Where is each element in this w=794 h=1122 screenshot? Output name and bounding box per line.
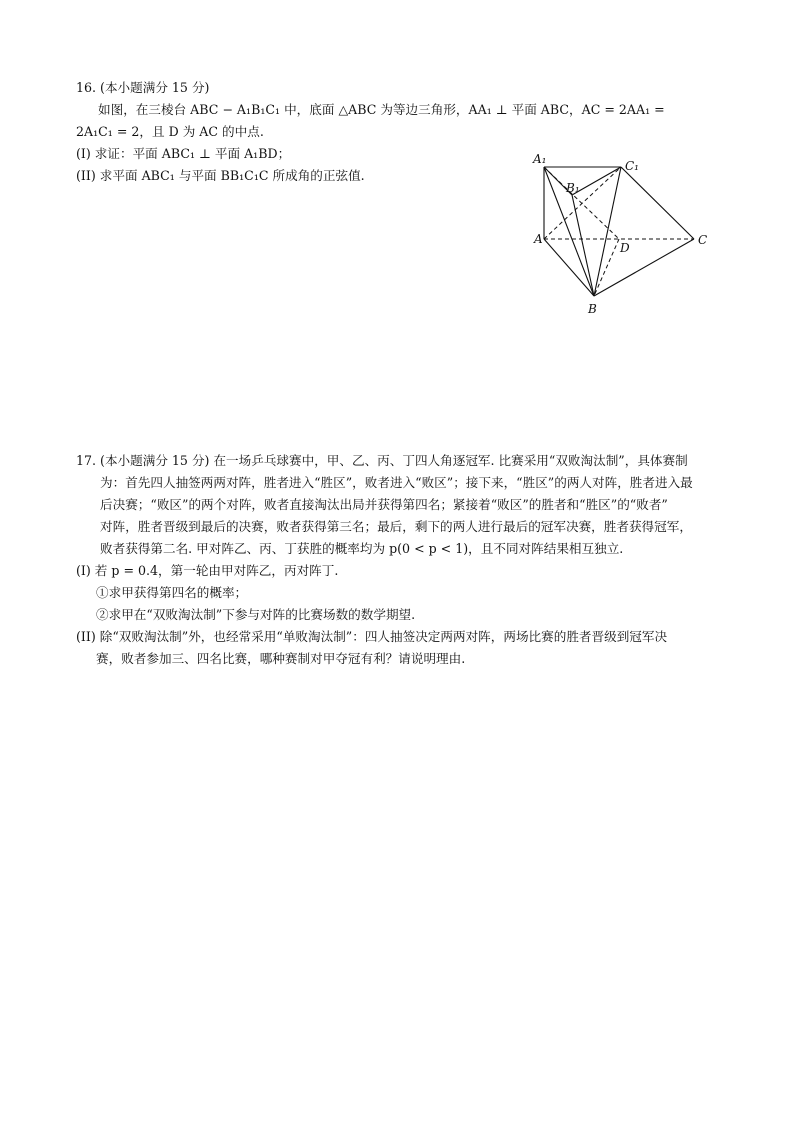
problem-17-part-2-line-1: (II) 除“双败淘汰制”外，也经常采用“单败淘汰制”：四人抽签决定两两对阵，两场比赛的胜者晋级到冠军决 bbox=[76, 629, 668, 644]
edge-a-b bbox=[544, 239, 594, 296]
problem-17-line-4: 对阵，胜者晋级到最后的决赛，败者获得第三名；最后，剩下的两人进行最后的冠军决赛，胜者获得冠军， bbox=[100, 519, 692, 534]
problem-17-line-3: 后决赛；“败区”的两个对阵，败者直接淘汰出局并获得第四名；紧接着“败区”的胜者和“胜区”的“败者” bbox=[100, 497, 668, 512]
edge-d-b-hidden bbox=[594, 239, 619, 296]
problem-16-part-2: (II) 求平面 ABC₁ 与平面 BB₁C₁C 所成角的正弦值. bbox=[76, 168, 365, 183]
problem-16-stem-line-1: 如图，在三棱台 ABC − A₁B₁C₁ 中，底面 △ABC 为等边三角形，AA₁ ⊥ 平面 ABC，AC = 2AA₁ = bbox=[98, 102, 665, 117]
label-b1: B₁ bbox=[566, 181, 580, 195]
label-b: B bbox=[588, 302, 597, 316]
problem-17-part-1: (I) 若 p = 0.4，第一轮由甲对阵乙，丙对阵丁. bbox=[76, 563, 339, 578]
label-a: A bbox=[534, 232, 543, 246]
edge-c1-c bbox=[621, 167, 694, 239]
edge-b-c bbox=[594, 239, 694, 296]
label-c1: C₁ bbox=[625, 159, 639, 173]
label-d: D bbox=[620, 241, 630, 255]
problem-16-header: 16. (本小题满分 15 分) bbox=[76, 80, 210, 95]
edge-c1-b bbox=[594, 167, 621, 296]
problem-17 bbox=[76, 450, 736, 670]
label-c: C bbox=[698, 233, 708, 247]
problem-17-part-1-q2: ②求甲在“双败淘汰制”下参与对阵的比赛场数的数学期望. bbox=[96, 607, 416, 622]
problem-17-line-2: 为：首先四人抽签两两对阵，胜者进入“胜区”，败者进入“败区”；接下来，“胜区”的两人对阵，胜者进入最 bbox=[100, 475, 693, 490]
problem-16-part-1: (I) 求证：平面 ABC₁ ⊥ 平面 A₁BD； bbox=[76, 146, 291, 161]
problem-17-line-5: 败者获得第二名. 甲对阵乙、丙、丁获胜的概率均为 p(0 < p < 1)，且不同对阵结果相互独立. bbox=[100, 541, 624, 556]
label-a1: A₁ bbox=[533, 152, 547, 166]
frustum-figure bbox=[526, 146, 726, 320]
problem-17-line-1: 17. (本小题满分 15 分) 在一场乒乓球赛中，甲、乙、丙、丁四人角逐冠军. 比赛采用“双败淘汰制”，具体赛制 bbox=[76, 453, 688, 468]
problem-16-stem-line-2: 2A₁C₁ = 2，且 D 为 AC 的中点. bbox=[76, 124, 264, 139]
problem-17-part-1-q1: ①求甲获得第四名的概率； bbox=[96, 585, 248, 600]
problem-17-part-2-line-2: 赛，败者参加三、四名比赛，哪种赛制对甲夺冠有利？请说明理由. bbox=[96, 651, 466, 666]
